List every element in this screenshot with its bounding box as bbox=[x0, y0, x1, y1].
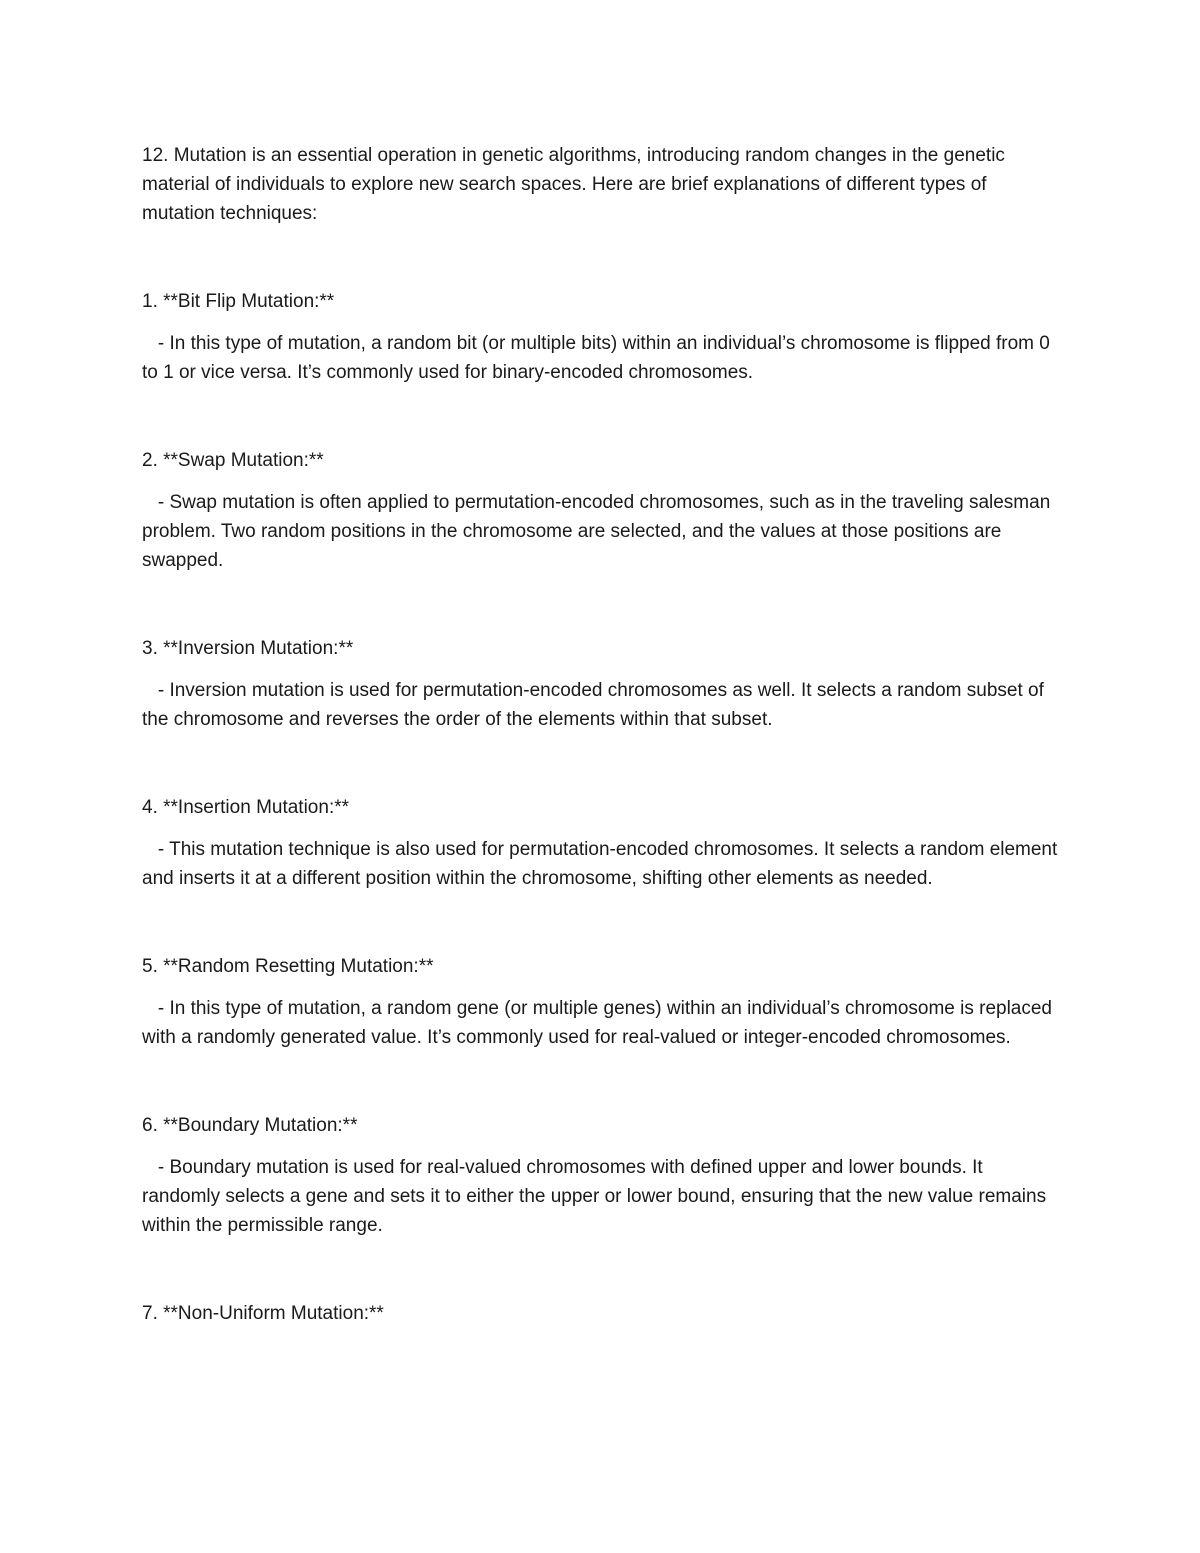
section-boundary bbox=[142, 1111, 1062, 1240]
section-body: - Swap mutation is often applied to permutation-encoded chromosomes, such as in the traveling salesman problem. Two random positions in the chromosome are selected, and the values at those positions are swapped. bbox=[142, 492, 1056, 571]
document-page bbox=[142, 141, 1062, 1387]
section-bit-flip bbox=[142, 287, 1062, 387]
section-title: 3. **Inversion Mutation:** bbox=[142, 638, 354, 659]
section-inversion bbox=[142, 634, 1062, 734]
section-title: 6. **Boundary Mutation:** bbox=[142, 1115, 358, 1136]
section-body: - In this type of mutation, a random bit (or multiple bits) within an individual’s chromosome is flipped from 0 to 1 or vice versa. It’s commonly used for binary-encoded chromosomes. bbox=[142, 333, 1056, 383]
section-swap bbox=[142, 446, 1062, 575]
section-title: 5. **Random Resetting Mutation:** bbox=[142, 956, 434, 977]
section-body: - Inversion mutation is used for permutation-encoded chromosomes as well. It selects a random subset of the chromosome and reverses the order of the elements within that subset. bbox=[142, 680, 1050, 730]
section-insertion bbox=[142, 793, 1062, 893]
section-body: - In this type of mutation, a random gene (or multiple genes) within an individual’s chromosome is replaced with a randomly generated value. It’s commonly used for real-valued or integer-encoded chromosomes. bbox=[142, 998, 1058, 1048]
section-title: 1. **Bit Flip Mutation:** bbox=[142, 291, 335, 312]
section-title: 7. **Non-Uniform Mutation:** bbox=[142, 1303, 384, 1324]
section-title: 4. **Insertion Mutation:** bbox=[142, 797, 350, 818]
section-body: - This mutation technique is also used for permutation-encoded chromosomes. It selects a random element and inserts it at a different position within the chromosome, shifting other elements as needed. bbox=[142, 839, 1063, 889]
section-non-uniform bbox=[142, 1299, 1062, 1328]
section-random-resetting bbox=[142, 952, 1062, 1052]
intro-paragraph: 12. Mutation is an essential operation in genetic algorithms, introducing random changes in the genetic material of individuals to explore new search spaces. Here are brief explanations of different types of mutation techniques: bbox=[142, 145, 1011, 224]
section-title: 2. **Swap Mutation:** bbox=[142, 450, 324, 471]
section-body: - Boundary mutation is used for real-valued chromosomes with defined upper and lower bounds. It randomly selects a gene and sets it to either the upper or lower bound, ensuring that the new value remains within the permissible range. bbox=[142, 1157, 1052, 1236]
